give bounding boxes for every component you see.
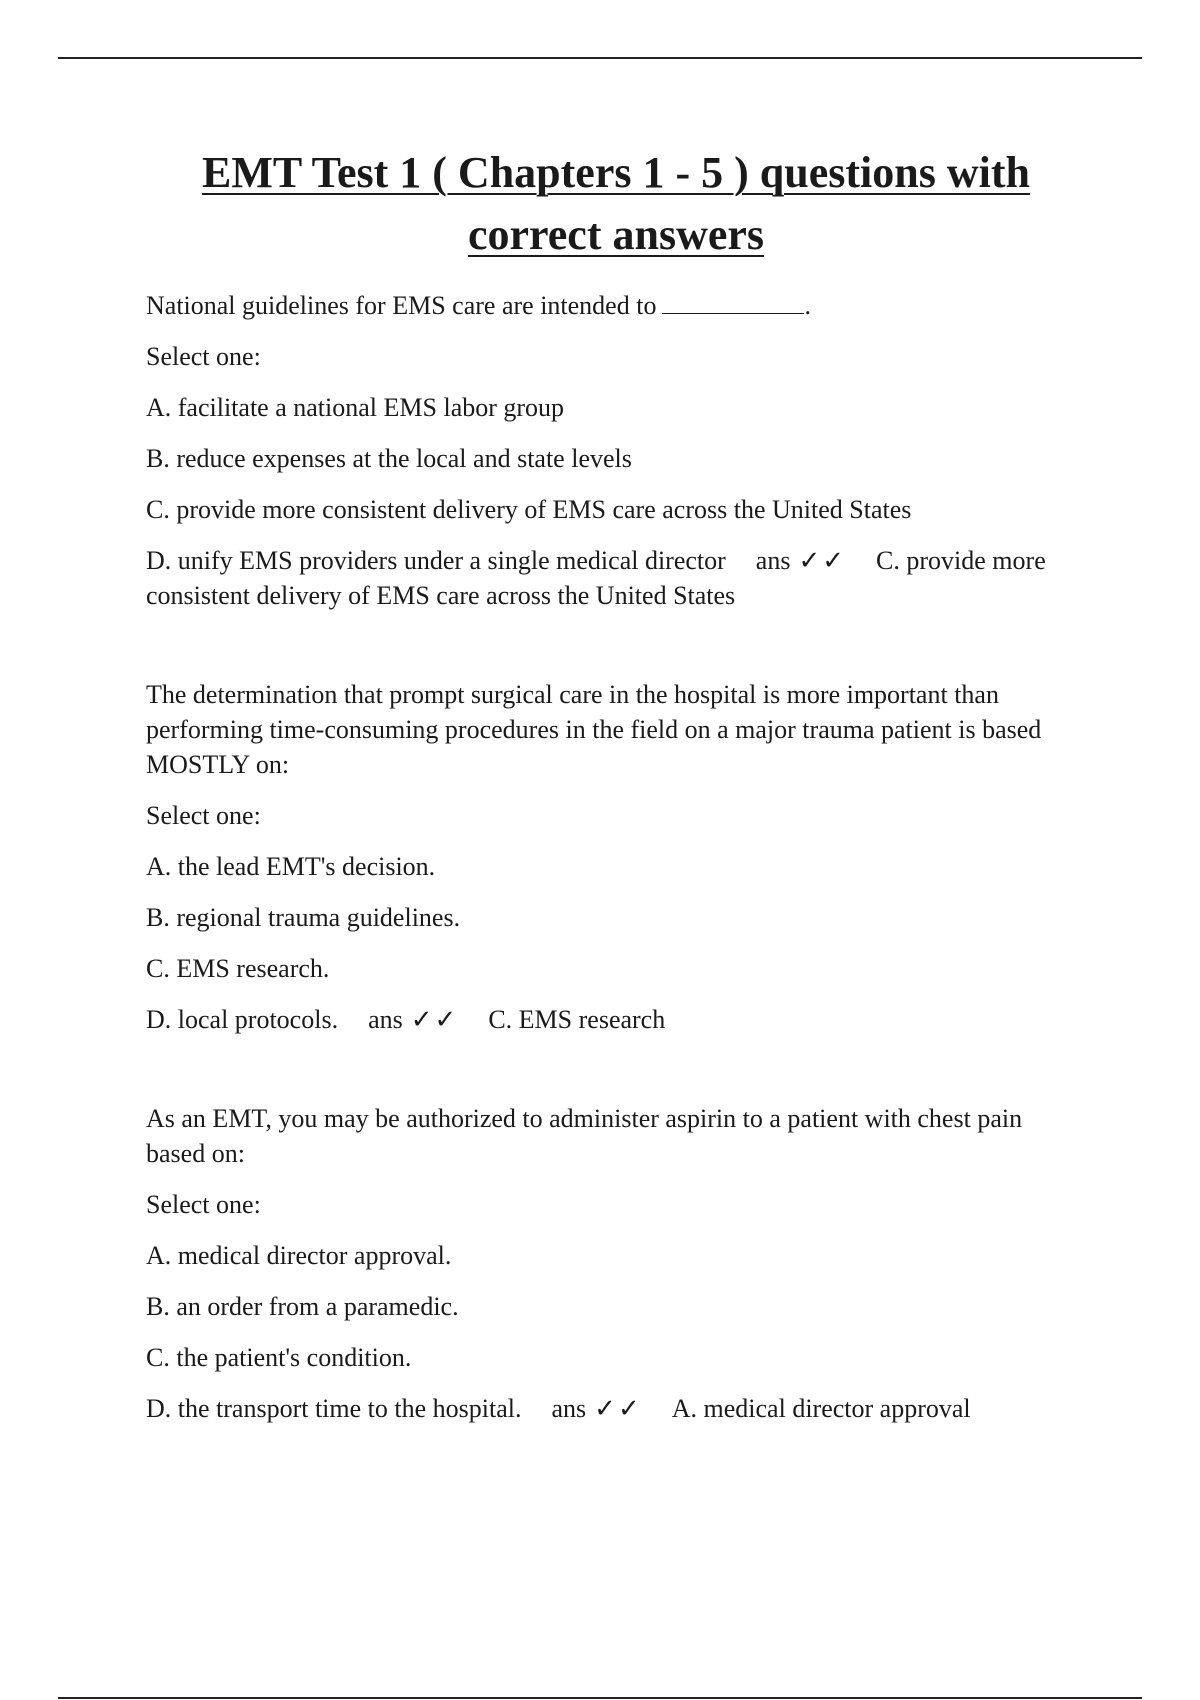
question-3-stem: As an EMT, you may be authorized to administer aspirin to a patient with chest pain based on: [146, 1104, 1023, 1168]
answer-label: ans [368, 1005, 403, 1034]
question-3-option-c: C. the patient's condition. [146, 1343, 412, 1372]
question-2-option-d: D. local protocols. [146, 1005, 339, 1034]
question-1-option-d-with-answer [146, 543, 1086, 613]
question-2 [146, 677, 1086, 1037]
answer-label: ans [551, 1394, 587, 1423]
question-2-stem: The determination that prompt surgical care in the hospital is more important than performing time-consuming procedures in the field on a major trauma patient is based MOSTLY on: [146, 680, 1042, 779]
question-2-option-c: C. EMS research. [146, 954, 330, 983]
question-3 [146, 1101, 1086, 1426]
question-3-option-d-with-answer [146, 1391, 1086, 1426]
question-3-option-d: D. the transport time to the hospital. [146, 1394, 522, 1423]
double-check-icon: ✓✓ [410, 1005, 459, 1034]
question-2-option-a: A. the lead EMT's decision. [146, 852, 436, 881]
bottom-divider [58, 1697, 1142, 1699]
double-check-icon: ✓✓ [798, 546, 847, 575]
question-1-option-c: C. provide more consistent delivery of EMS care across the United States [146, 495, 912, 524]
question-1-stem [146, 288, 1086, 323]
document-title: EMT Test 1 ( Chapters 1 - 5 ) questions with correct answers [202, 148, 1030, 259]
question-2-answer: C. EMS research [488, 1005, 666, 1034]
question-1-option-b: B. reduce expenses at the local and state levels [146, 444, 632, 473]
question-1-option-d: D. unify EMS providers under a single medical director [146, 546, 726, 575]
double-check-icon: ✓✓ [594, 1394, 642, 1423]
question-3-answer: A. medical director approval [671, 1394, 971, 1423]
question-1 [146, 288, 1086, 613]
question-2-prompt: Select one: [146, 801, 261, 830]
question-1-answer: C. provide more consistent delivery of EMS care across the United States [146, 546, 1046, 610]
top-divider [58, 57, 1142, 59]
question-3-option-a: A. medical director approval. [146, 1241, 452, 1270]
fill-in-blank [662, 293, 804, 314]
answer-label: ans [755, 546, 791, 575]
question-3-option-b: B. an order from a paramedic. [146, 1292, 459, 1321]
question-2-option-d-with-answer [146, 1002, 1086, 1037]
document-page [146, 142, 1086, 1442]
question-1-stem-suffix: . [804, 291, 811, 320]
question-2-option-b: B. regional trauma guidelines. [146, 903, 461, 932]
question-3-prompt: Select one: [146, 1190, 261, 1219]
question-1-prompt: Select one: [146, 342, 261, 371]
question-1-option-a: A. facilitate a national EMS labor group [146, 393, 565, 422]
question-1-stem-text: National guidelines for EMS care are intended to [146, 291, 657, 320]
